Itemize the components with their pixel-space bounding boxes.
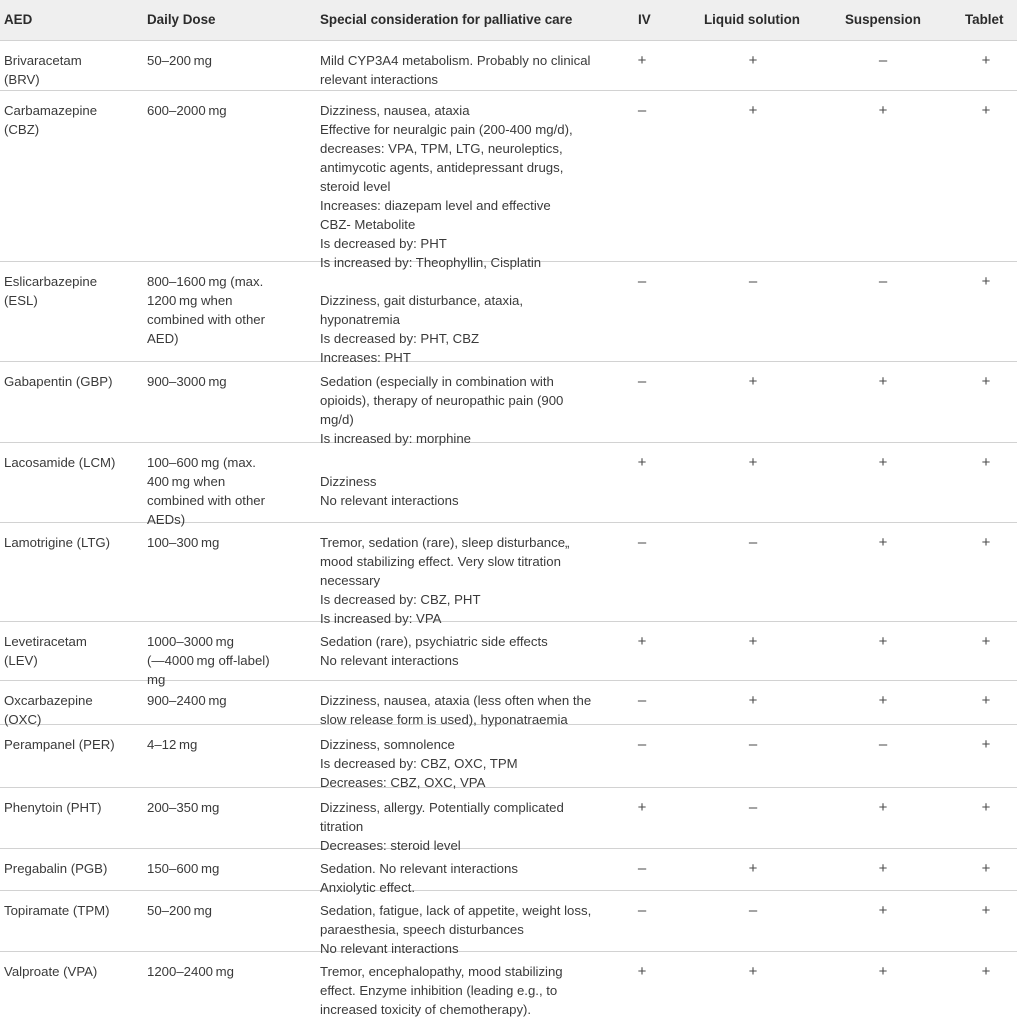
aed-cell-line: (CBZ) xyxy=(4,122,40,137)
suspension-mark: + xyxy=(878,902,888,919)
consideration-cell-line: Sedation (especially in combination with xyxy=(320,374,554,389)
header-liquid: Liquid solution xyxy=(704,12,800,27)
consideration-cell-line: Dizziness, allergy. Potentially complicated xyxy=(320,800,564,815)
iv-mark: – xyxy=(637,373,647,390)
table-header xyxy=(0,0,1017,41)
consideration-cell-line: decreases: VPA, TPM, LTG, neuroleptics, xyxy=(320,141,563,156)
suspension-mark: – xyxy=(878,736,888,753)
table-row xyxy=(0,952,1017,1017)
liquid-mark: – xyxy=(748,736,758,753)
suspension-mark: + xyxy=(878,799,888,816)
consideration-cell xyxy=(320,901,591,958)
dose-cell xyxy=(147,372,227,391)
aed-cell-line: Eslicarbazepine xyxy=(4,274,98,289)
consideration-cell xyxy=(320,272,523,367)
liquid-mark: + xyxy=(748,373,758,390)
liquid-mark: – xyxy=(748,902,758,919)
aed-cell-line: Lacosamide (LCM) xyxy=(4,455,116,470)
consideration-cell-line: mood stabilizing effect. Very slow titration xyxy=(320,554,561,569)
tablet-mark: + xyxy=(981,799,991,816)
aed-cell-line: Valproate (VPA) xyxy=(4,964,98,979)
consideration-cell-line: Sedation, fatigue, lack of appetite, weight loss, xyxy=(320,903,592,918)
consideration-cell-line xyxy=(320,453,459,472)
consideration-cell xyxy=(320,632,548,670)
dose-cell-line: 600–2000 mg xyxy=(147,103,227,118)
suspension-mark: + xyxy=(878,860,888,877)
liquid-mark: – xyxy=(748,799,758,816)
consideration-cell xyxy=(320,453,459,510)
iv-mark: + xyxy=(637,799,647,816)
liquid-mark: – xyxy=(748,273,758,290)
iv-mark: – xyxy=(637,736,647,753)
aed-cell xyxy=(4,372,113,391)
tablet-mark: + xyxy=(981,534,991,551)
aed-cell xyxy=(4,798,101,817)
aed-cell xyxy=(4,691,93,729)
aed-cell-line: (OXC) xyxy=(4,712,42,727)
suspension-mark: – xyxy=(878,273,888,290)
table-row xyxy=(0,788,1017,853)
dose-cell-line: 50–200 mg xyxy=(147,53,212,68)
consideration-cell xyxy=(320,372,563,448)
tablet-mark: + xyxy=(981,860,991,877)
consideration-cell-line: Is increased by: morphine xyxy=(320,431,471,446)
consideration-cell-line: mg/d) xyxy=(320,412,354,427)
aed-cell xyxy=(4,51,82,89)
table-row xyxy=(0,41,1017,91)
header-consideration: Special consideration for palliative care xyxy=(320,12,573,27)
aed-cell xyxy=(4,533,110,552)
aed-cell xyxy=(4,272,97,310)
header-daily-dose: Daily Dose xyxy=(147,12,216,27)
header-tablet: Tablet xyxy=(965,12,1004,27)
consideration-cell-line: Sedation (rare), psychiatric side effects xyxy=(320,634,548,649)
liquid-mark: + xyxy=(748,860,758,877)
dose-cell xyxy=(147,901,212,920)
aed-cell-line: Lamotrigine (LTG) xyxy=(4,535,111,550)
consideration-cell-line: Is decreased by: CBZ, PHT xyxy=(320,592,481,607)
header-iv: IV xyxy=(638,12,651,27)
consideration-cell-line: steroid level xyxy=(320,179,391,194)
consideration-cell-line: Tremor, sedation (rare), sleep disturbance„ xyxy=(320,535,570,550)
dose-cell-line: 900–3000 mg xyxy=(147,374,227,389)
consideration-cell-line: No relevant interactions xyxy=(320,653,459,668)
dose-cell xyxy=(147,798,219,817)
tablet-mark: + xyxy=(981,692,991,709)
liquid-mark: – xyxy=(748,534,758,551)
liquid-mark: + xyxy=(748,52,758,69)
aed-cell xyxy=(4,453,115,472)
iv-mark: – xyxy=(637,273,647,290)
table-row xyxy=(0,262,1017,365)
iv-mark: + xyxy=(637,52,647,69)
dose-cell-line: 50–200 mg xyxy=(147,903,212,918)
consideration-cell-line: No relevant interactions xyxy=(320,941,459,956)
consideration-cell xyxy=(320,51,590,89)
liquid-mark: + xyxy=(748,633,758,650)
tablet-mark: + xyxy=(981,963,991,980)
tablet-mark: + xyxy=(981,373,991,390)
consideration-cell xyxy=(320,101,573,272)
suspension-mark: – xyxy=(878,52,888,69)
tablet-mark: + xyxy=(981,454,991,471)
suspension-mark: + xyxy=(878,454,888,471)
consideration-cell-line: Dizziness, nausea, ataxia (less often when the xyxy=(320,693,592,708)
dose-cell xyxy=(147,735,197,754)
aed-cell-line: Brivaracetam xyxy=(4,53,82,68)
dose-cell xyxy=(147,453,265,529)
iv-mark: – xyxy=(637,102,647,119)
liquid-mark: + xyxy=(748,963,758,980)
consideration-cell-line: Dizziness xyxy=(320,474,377,489)
consideration-cell-line: slow release form is used), hyponatraemia xyxy=(320,712,568,727)
dose-cell-line: mg xyxy=(147,672,166,687)
consideration-cell-line: Mild CYP3A4 metabolism. Probably no clinical xyxy=(320,53,591,68)
consideration-cell-line: necessary xyxy=(320,573,381,588)
consideration-cell-line: Increases: PHT xyxy=(320,350,411,365)
consideration-cell-line: opioids), therapy of neuropathic pain (900 xyxy=(320,393,564,408)
dose-cell-line: 100–600 mg (max. xyxy=(147,455,256,470)
aed-cell xyxy=(4,101,97,139)
consideration-cell-line: Decreases: steroid level xyxy=(320,838,461,853)
table-row xyxy=(0,91,1017,270)
consideration-cell xyxy=(320,798,564,855)
consideration-cell-line: titration xyxy=(320,819,364,834)
consideration-cell-line: Decreases: CBZ, OXC, VPA xyxy=(320,775,486,790)
iv-mark: – xyxy=(637,860,647,877)
dose-cell xyxy=(147,101,227,120)
iv-mark: – xyxy=(637,534,647,551)
consideration-cell-line: Sedation. No relevant interactions xyxy=(320,861,518,876)
aed-cell-line: Topiramate (TPM) xyxy=(4,903,110,918)
consideration-cell-line: Dizziness, gait disturbance, ataxia, xyxy=(320,293,524,308)
dose-cell-line: 1200 mg when xyxy=(147,293,233,308)
aed-cell-line: Gabapentin (GBP) xyxy=(4,374,113,389)
dose-cell xyxy=(147,691,227,710)
dose-cell-line: AED) xyxy=(147,331,179,346)
suspension-mark: + xyxy=(878,373,888,390)
consideration-cell-line: antimycotic agents, antidepressant drugs, xyxy=(320,160,564,175)
aed-cell-line: (LEV) xyxy=(4,653,38,668)
iv-mark: + xyxy=(637,454,647,471)
consideration-cell-line: hyponatremia xyxy=(320,312,400,327)
table-row xyxy=(0,523,1017,626)
dose-cell xyxy=(147,51,212,70)
table-row xyxy=(0,622,1017,687)
tablet-mark: + xyxy=(981,736,991,753)
consideration-cell-line: CBZ- Metabolite xyxy=(320,217,416,232)
dose-cell-line: (—4000 mg off-label) xyxy=(147,653,270,668)
tablet-mark: + xyxy=(981,273,991,290)
consideration-cell-line: Tremor, encephalopathy, mood stabilizing xyxy=(320,964,563,979)
aed-cell-line: Carbamazepine xyxy=(4,103,98,118)
table-row xyxy=(0,443,1017,527)
dose-cell-line: combined with other xyxy=(147,493,266,508)
aed-cell-line: Levetiracetam xyxy=(4,634,87,649)
suspension-mark: + xyxy=(878,963,888,980)
liquid-mark: + xyxy=(748,454,758,471)
dose-cell-line: 150–600 mg xyxy=(147,861,220,876)
consideration-cell-line xyxy=(320,272,523,291)
aed-cell-line: Pregabalin (PGB) xyxy=(4,861,108,876)
aed-cell xyxy=(4,735,115,754)
table-row xyxy=(0,891,1017,956)
tablet-mark: + xyxy=(981,52,991,69)
dose-cell xyxy=(147,533,219,552)
tablet-mark: + xyxy=(981,633,991,650)
aed-cell-line: Phenytoin (PHT) xyxy=(4,800,102,815)
dose-cell-line: 1000–3000 mg xyxy=(147,634,234,649)
header-aed: AED xyxy=(4,12,33,27)
consideration-cell xyxy=(320,735,518,792)
aed-cell xyxy=(4,859,107,878)
dose-cell xyxy=(147,859,219,878)
iv-mark: + xyxy=(637,633,647,650)
iv-mark: + xyxy=(637,963,647,980)
table-row xyxy=(0,362,1017,446)
dose-cell-line: 900–2400 mg xyxy=(147,693,227,708)
header-suspension: Suspension xyxy=(845,12,921,27)
dose-cell-line: AEDs) xyxy=(147,512,186,527)
liquid-mark: + xyxy=(748,102,758,119)
consideration-cell-line: Is decreased by: PHT xyxy=(320,236,447,251)
consideration-cell-line: Effective for neuralgic pain (200-400 mg/d), xyxy=(320,122,573,137)
dose-cell-line: 1200–2400 mg xyxy=(147,964,234,979)
suspension-mark: + xyxy=(878,102,888,119)
tablet-mark: + xyxy=(981,102,991,119)
dose-cell xyxy=(147,962,234,981)
suspension-mark: + xyxy=(878,534,888,551)
consideration-cell-line: Increases: diazepam level and effective xyxy=(320,198,551,213)
consideration-cell xyxy=(320,691,591,729)
consideration-cell-line: increased toxicity of chemotherapy). xyxy=(320,1002,532,1017)
aed-cell-line: Oxcarbazepine xyxy=(4,693,93,708)
aed-cell-line: (BRV) xyxy=(4,72,40,87)
suspension-mark: + xyxy=(878,633,888,650)
consideration-cell-line: Anxiolytic effect. xyxy=(320,880,416,895)
dose-cell-line: 400 mg when xyxy=(147,474,226,489)
consideration-cell xyxy=(320,962,563,1019)
consideration-cell-line: effect. Enzyme inhibition (leading e.g., to xyxy=(320,983,558,998)
dose-cell-line: 200–350 mg xyxy=(147,800,220,815)
tablet-mark: + xyxy=(981,902,991,919)
table-row xyxy=(0,725,1017,788)
dose-cell-line: 4–12 mg xyxy=(147,737,198,752)
consideration-cell-line: Dizziness, nausea, ataxia xyxy=(320,103,470,118)
table-row xyxy=(0,849,1017,895)
dose-cell-line: 800–1600 mg (max. xyxy=(147,274,264,289)
consideration-cell-line: Dizziness, somnolence xyxy=(320,737,455,752)
dose-cell-line: 100–300 mg xyxy=(147,535,220,550)
aed-cell xyxy=(4,632,87,670)
consideration-cell-line: Is increased by: VPA xyxy=(320,611,442,626)
consideration-cell-line: paraesthesia, speech disturbances xyxy=(320,922,524,937)
table-row xyxy=(0,681,1017,725)
consideration-cell xyxy=(320,533,569,628)
liquid-mark: + xyxy=(748,692,758,709)
consideration-cell-line: Is decreased by: PHT, CBZ xyxy=(320,331,480,346)
dose-cell-line: combined with other xyxy=(147,312,266,327)
consideration-cell-line: relevant interactions xyxy=(320,72,439,87)
dose-cell xyxy=(147,272,265,348)
aed-cell-line: (ESL) xyxy=(4,293,38,308)
aed-cell-line: Perampanel (PER) xyxy=(4,737,115,752)
iv-mark: – xyxy=(637,692,647,709)
suspension-mark: + xyxy=(878,692,888,709)
aed-cell xyxy=(4,962,97,981)
consideration-cell-line: Is decreased by: CBZ, OXC, TPM xyxy=(320,756,518,771)
aed-cell xyxy=(4,901,110,920)
consideration-cell-line: No relevant interactions xyxy=(320,493,459,508)
consideration-cell-line: Is increased by: Theophyllin, Cisplatin xyxy=(320,255,542,270)
iv-mark: – xyxy=(637,902,647,919)
